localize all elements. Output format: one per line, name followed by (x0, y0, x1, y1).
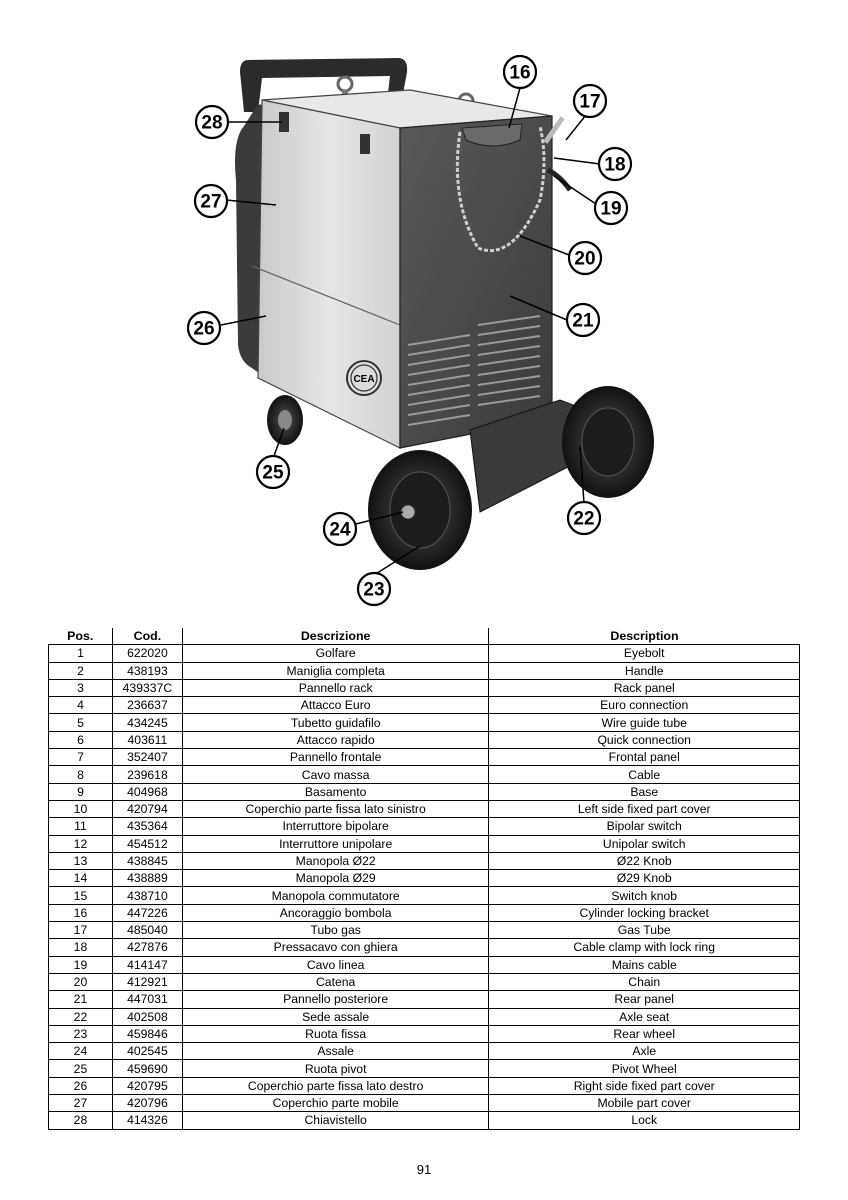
svg-text:17: 17 (579, 91, 601, 113)
table-header-row (49, 628, 800, 645)
cell-descrizione: Maniglia completa (182, 662, 489, 679)
table-row (49, 956, 800, 973)
cell-pos: 14 (49, 870, 113, 887)
header-cod: Cod. (112, 628, 182, 645)
table-row (49, 1043, 800, 1060)
svg-text:16: 16 (509, 62, 531, 84)
callout-26 (188, 312, 220, 344)
svg-text:28: 28 (201, 112, 223, 134)
cell-cod: 622020 (112, 645, 182, 662)
table-row (49, 1060, 800, 1077)
table-row (49, 679, 800, 696)
svg-text:26: 26 (193, 318, 215, 340)
cell-descrizione: Golfare (182, 645, 489, 662)
callout-21 (567, 304, 599, 336)
header-pos: Pos. (49, 628, 113, 645)
table-row (49, 852, 800, 869)
cell-cod: 438710 (112, 887, 182, 904)
header-descrizione: Descrizione (182, 628, 489, 645)
cell-descrizione: Cavo linea (182, 956, 489, 973)
cell-cod: 420795 (112, 1077, 182, 1094)
callout-17 (574, 85, 606, 117)
table-row (49, 1112, 800, 1129)
svg-text:25: 25 (262, 462, 284, 484)
cell-pos: 7 (49, 749, 113, 766)
table-row (49, 939, 800, 956)
table-row (49, 870, 800, 887)
cell-pos: 28 (49, 1112, 113, 1129)
cell-description: Switch knob (489, 887, 800, 904)
cell-pos: 17 (49, 922, 113, 939)
cell-descrizione: Interruttore unipolare (182, 835, 489, 852)
cell-cod: 239618 (112, 766, 182, 783)
cell-descrizione: Interruttore bipolare (182, 818, 489, 835)
cell-cod: 438889 (112, 870, 182, 887)
cell-descrizione: Basamento (182, 783, 489, 800)
cell-pos: 26 (49, 1077, 113, 1094)
table-row (49, 1025, 800, 1042)
cell-cod: 447226 (112, 904, 182, 921)
cell-descrizione: Manopola Ø29 (182, 870, 489, 887)
latch-upper-right (360, 134, 370, 154)
cell-description: Right side fixed part cover (489, 1077, 800, 1094)
rear-wheel-right (562, 386, 654, 498)
cell-cod: 412921 (112, 973, 182, 990)
cell-cod: 447031 (112, 991, 182, 1008)
cell-description: Gas Tube (489, 922, 800, 939)
cell-description: Axle seat (489, 1008, 800, 1025)
table-row (49, 973, 800, 990)
cell-cod: 420796 (112, 1095, 182, 1112)
cea-logo-text: CEA (353, 374, 375, 385)
cell-description: Pivot Wheel (489, 1060, 800, 1077)
axle-hub (401, 505, 415, 519)
cell-cod: 402545 (112, 1043, 182, 1060)
rear-wheel-left (368, 450, 472, 570)
cell-pos: 13 (49, 852, 113, 869)
cell-pos: 25 (49, 1060, 113, 1077)
table-row (49, 991, 800, 1008)
cell-pos: 20 (49, 973, 113, 990)
cell-descrizione: Ancoraggio bombola (182, 904, 489, 921)
table-row (49, 904, 800, 921)
cell-pos: 11 (49, 818, 113, 835)
cell-descrizione: Tubetto guidafilo (182, 714, 489, 731)
cell-descrizione: Sede assale (182, 1008, 489, 1025)
cell-descrizione: Cavo massa (182, 766, 489, 783)
callout-23 (358, 573, 390, 605)
side-panel (258, 100, 400, 448)
callout-28 (196, 106, 228, 138)
header-description: Description (489, 628, 800, 645)
cell-description: Cable (489, 766, 800, 783)
cell-cod: 414147 (112, 956, 182, 973)
cell-pos: 16 (49, 904, 113, 921)
cell-description: Frontal panel (489, 749, 800, 766)
cell-cod: 485040 (112, 922, 182, 939)
table-row (49, 766, 800, 783)
cell-pos: 4 (49, 697, 113, 714)
cell-cod: 420794 (112, 800, 182, 817)
cell-pos: 23 (49, 1025, 113, 1042)
callout-24 (324, 513, 356, 545)
table-row (49, 783, 800, 800)
cell-description: Base (489, 783, 800, 800)
svg-text:24: 24 (329, 519, 351, 541)
cell-cod: 439337C (112, 679, 182, 696)
cell-descrizione: Attacco rapido (182, 731, 489, 748)
table-row (49, 645, 800, 662)
cell-descrizione: Manopola commutatore (182, 887, 489, 904)
cell-pos: 22 (49, 1008, 113, 1025)
cell-pos: 10 (49, 800, 113, 817)
cell-pos: 3 (49, 679, 113, 696)
cell-description: Rear wheel (489, 1025, 800, 1042)
callout-22 (568, 502, 600, 534)
cell-description: Left side fixed part cover (489, 800, 800, 817)
cell-descrizione: Pressacavo con ghiera (182, 939, 489, 956)
cell-description: Euro connection (489, 697, 800, 714)
svg-text:23: 23 (363, 579, 385, 601)
cell-descrizione: Coperchio parte mobile (182, 1095, 489, 1112)
cell-description: Rear panel (489, 991, 800, 1008)
pivot-wheel (267, 395, 303, 445)
cell-description: Wire guide tube (489, 714, 800, 731)
table-row (49, 697, 800, 714)
cell-description: Rack panel (489, 679, 800, 696)
svg-text:27: 27 (200, 191, 222, 213)
callout-18 (599, 148, 631, 180)
cell-descrizione: Ruota pivot (182, 1060, 489, 1077)
cell-pos: 12 (49, 835, 113, 852)
cell-cod: 459846 (112, 1025, 182, 1042)
table-row (49, 662, 800, 679)
cell-pos: 2 (49, 662, 113, 679)
callout-16 (504, 56, 536, 88)
svg-text:22: 22 (573, 508, 595, 530)
table-row (49, 922, 800, 939)
cell-pos: 9 (49, 783, 113, 800)
table-row (49, 887, 800, 904)
cell-description: Axle (489, 1043, 800, 1060)
cell-cod: 414326 (112, 1112, 182, 1129)
callout-27 (195, 185, 227, 217)
cell-pos: 24 (49, 1043, 113, 1060)
cell-descrizione: Ruota fissa (182, 1025, 489, 1042)
cell-descrizione: Assale (182, 1043, 489, 1060)
table-row (49, 818, 800, 835)
cell-descrizione: Tubo gas (182, 922, 489, 939)
cell-description: Mobile part cover (489, 1095, 800, 1112)
cell-cod: 438845 (112, 852, 182, 869)
cell-descrizione: Pannello posteriore (182, 991, 489, 1008)
cell-descrizione: Chiavistello (182, 1112, 489, 1129)
svg-text:19: 19 (600, 198, 622, 220)
cell-pos: 5 (49, 714, 113, 731)
cell-descrizione: Pannello frontale (182, 749, 489, 766)
cell-pos: 8 (49, 766, 113, 783)
callout-25 (257, 456, 289, 488)
cell-descrizione: Catena (182, 973, 489, 990)
cell-cod: 403611 (112, 731, 182, 748)
cell-cod: 459690 (112, 1060, 182, 1077)
cell-pos: 1 (49, 645, 113, 662)
cell-pos: 27 (49, 1095, 113, 1112)
cell-description: Ø22 Knob (489, 852, 800, 869)
cell-description: Handle (489, 662, 800, 679)
page-number: 91 (416, 1162, 432, 1177)
callout-19 (595, 192, 627, 224)
cell-description: Unipolar switch (489, 835, 800, 852)
table-row (49, 800, 800, 817)
cell-description: Lock (489, 1112, 800, 1129)
cea-logo (347, 361, 381, 395)
cell-description: Chain (489, 973, 800, 990)
cell-pos: 6 (49, 731, 113, 748)
parts-table (48, 628, 800, 1130)
cell-cod: 404968 (112, 783, 182, 800)
cell-pos: 15 (49, 887, 113, 904)
cell-description: Ø29 Knob (489, 870, 800, 887)
svg-text:18: 18 (604, 154, 626, 176)
table-row (49, 749, 800, 766)
callout-20 (569, 242, 601, 274)
table-row (49, 1008, 800, 1025)
cell-descrizione: Coperchio parte fissa lato sinistro (182, 800, 489, 817)
table-row (49, 835, 800, 852)
cell-pos: 19 (49, 956, 113, 973)
cell-descrizione: Pannello rack (182, 679, 489, 696)
cell-cod: 434245 (112, 714, 182, 731)
cell-cod: 352407 (112, 749, 182, 766)
svg-text:21: 21 (572, 310, 594, 332)
table-row (49, 731, 800, 748)
cell-pos: 18 (49, 939, 113, 956)
cell-description: Eyebolt (489, 645, 800, 662)
cell-pos: 21 (49, 991, 113, 1008)
table-row (49, 714, 800, 731)
cell-cod: 427876 (112, 939, 182, 956)
cell-cod: 438193 (112, 662, 182, 679)
cell-cod: 435364 (112, 818, 182, 835)
table-body (49, 645, 800, 1129)
table-row (49, 1095, 800, 1112)
cell-description: Mains cable (489, 956, 800, 973)
cell-description: Cable clamp with lock ring (489, 939, 800, 956)
cell-description: Bipolar switch (489, 818, 800, 835)
svg-text:20: 20 (574, 248, 596, 270)
table-row (49, 1077, 800, 1094)
cell-descrizione: Coperchio parte fissa lato destro (182, 1077, 489, 1094)
cell-description: Cylinder locking bracket (489, 904, 800, 921)
cell-descrizione: Manopola Ø22 (182, 852, 489, 869)
cell-cod: 454512 (112, 835, 182, 852)
cell-descrizione: Attacco Euro (182, 697, 489, 714)
cell-cod: 236637 (112, 697, 182, 714)
cell-cod: 402508 (112, 1008, 182, 1025)
cell-description: Quick connection (489, 731, 800, 748)
